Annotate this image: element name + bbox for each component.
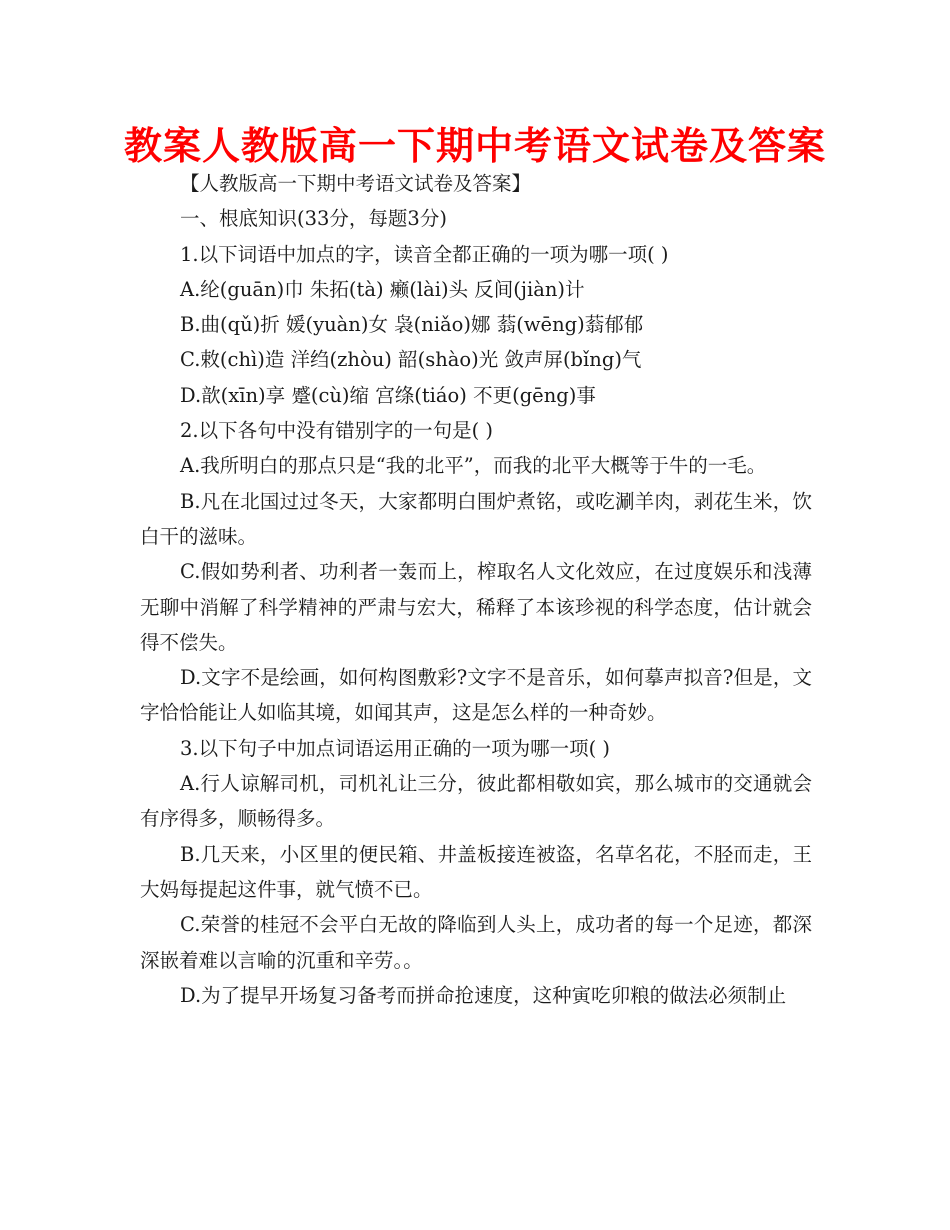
option-d: D.文字不是绘画，如何构图敷彩?文字不是音乐，如何摹声拟音?但是，文字恰恰能让人如临其境，如闻其声，这是怎么样的一种奇妙。 <box>140 666 812 725</box>
option-b: B.凡在北国过过冬天，大家都明白围炉煮铭，或吃涮羊肉，剥花生米，饮白干的滋味。 <box>140 489 812 548</box>
section-heading: 一、根底知识(33分，每题3分) <box>180 207 447 231</box>
option-c: C.荣誉的桂冠不会平白无故的降临到人头上，成功者的每一个足迹，都深深嵌着难以言喻的沉重和辛劳。。 <box>140 913 812 972</box>
option-c: C.敕(chì)造 洋绉(zhòu) 韶(shào)光 敛声屏(bǐng)气 <box>180 348 642 372</box>
question-stem: 1.以下词语中加点的字，读音全都正确的一项为哪一项( ) <box>180 242 669 266</box>
document-subtitle: 【人教版高一下期中考语文试卷及答案】 <box>180 172 532 195</box>
option-b: B.几天来，小区里的便民箱、井盖板接连被盗，名草名花，不胫而走，王大妈每提起这件事，就气愤不已。 <box>140 842 812 901</box>
question-stem: 3.以下句子中加点词语运用正确的一项为哪一项( ) <box>180 736 611 760</box>
option-b: B.曲(qǔ)折 媛(yuàn)女 袅(niǎo)娜 蓊(wēng)蓊郁郁 <box>180 313 644 337</box>
document-body <box>140 166 812 1013</box>
document-title: 教案人教版高一下期中考语文试卷及答案 <box>123 124 826 168</box>
question-stem: 2.以下各句中没有错别字的一句是( ) <box>180 419 494 443</box>
option-c: C.假如势利者、功利者一轰而上，榨取名人文化效应，在过度娱乐和浅薄无聊中消解了科学精神的严肃与宏大，稀释了本该珍视的科学态度，估计就会得不偿失。 <box>140 560 812 654</box>
option-d: D.歆(xīn)享 蹙(cù)缩 宫绦(tiáo) 不更(gēng)事 <box>180 383 596 407</box>
option-d: D.为了提早开场复习备考而拼命抢速度，这种寅吃卯粮的做法必须制止 <box>180 983 787 1007</box>
option-a: A.行人谅解司机，司机礼让三分，彼此都相敬如宾，那么城市的交通就会有序得多，顺畅得多。 <box>140 772 812 831</box>
option-a: A.纶(guān)巾 朱拓(tà) 癞(lài)头 反间(jiàn)计 <box>180 277 585 301</box>
option-a: A.我所明白的那点只是“我的北平”，而我的北平大概等于牛的一毛。 <box>180 454 767 478</box>
